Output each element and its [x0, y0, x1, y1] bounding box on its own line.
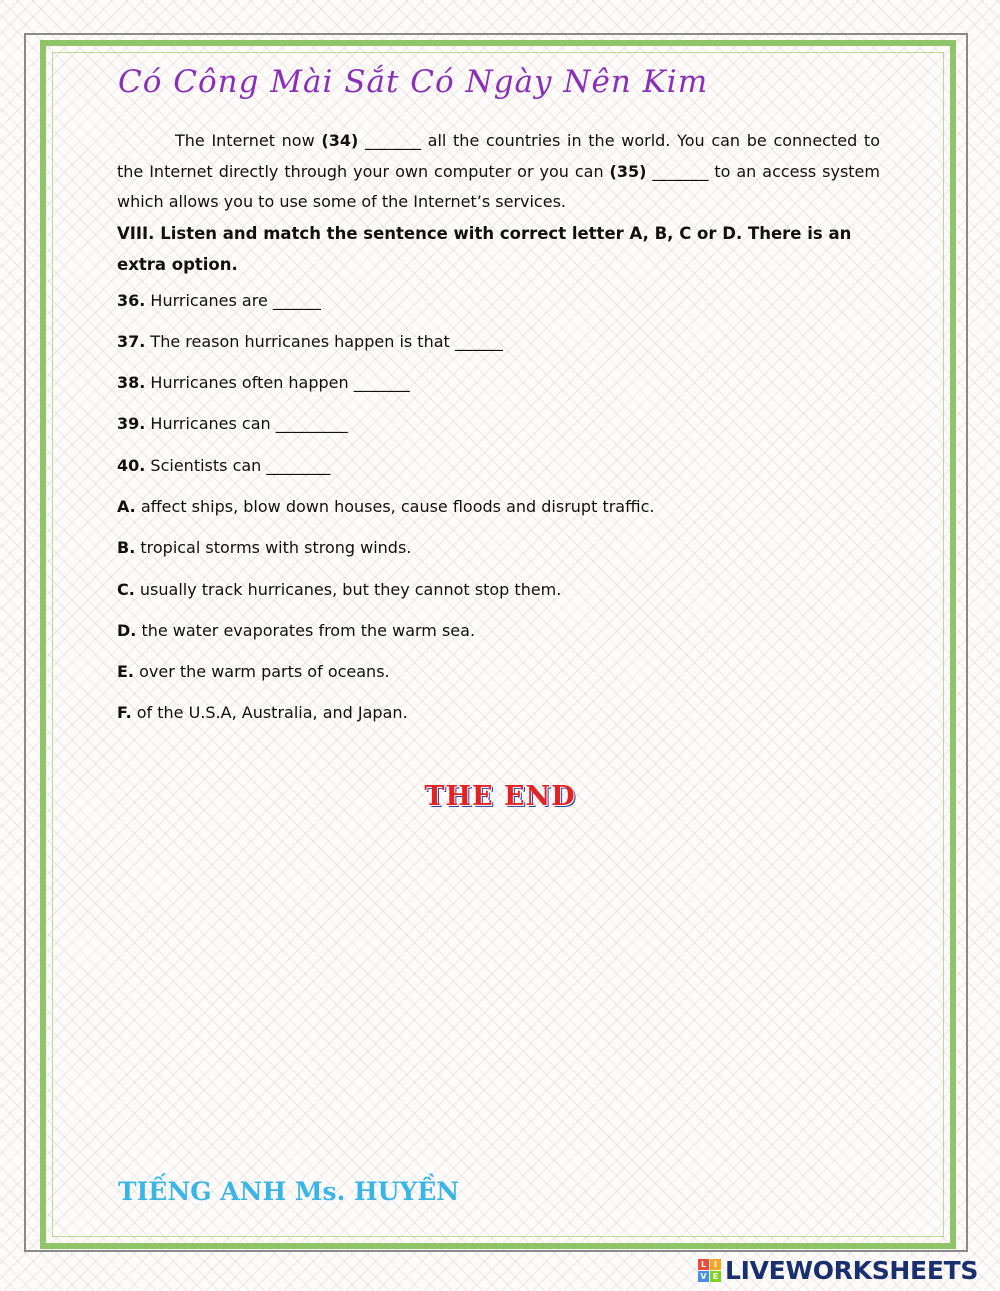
reading-passage — [117, 126, 880, 218]
question-text: Scientists can ________ — [145, 455, 331, 475]
logo-tile-e: E — [710, 1271, 721, 1282]
liveworksheets-brand[interactable] — [698, 1255, 978, 1285]
question-number: 36. — [117, 290, 146, 310]
option-list — [117, 486, 880, 734]
section-title: VIII. Listen and match the sentence with correct letter A, B, C or D. There is an extra option. — [117, 223, 852, 274]
question-text: Hurricanes are ______ — [145, 290, 321, 310]
question-40 — [117, 445, 880, 486]
option-a — [117, 486, 880, 527]
logo-tile-v: V — [698, 1271, 709, 1282]
option-f — [117, 692, 880, 733]
option-text: over the warm parts of oceans. — [134, 662, 390, 682]
option-text: the water evaporates from the warm sea. — [136, 620, 476, 640]
logo-tile-i: I — [710, 1259, 721, 1270]
option-letter: E. — [117, 662, 135, 682]
question-38 — [117, 362, 880, 403]
question-list — [117, 280, 880, 486]
question-text: The reason hurricanes happen is that ______ — [145, 331, 503, 351]
logo-tile-l: L — [698, 1259, 709, 1270]
brand-name: LIVEWORKSHEETS — [725, 1255, 979, 1285]
option-c — [117, 569, 880, 610]
motto-heading: Có Công Mài Sắt Có Ngày Nên Kim — [118, 64, 709, 100]
option-d — [117, 610, 880, 651]
the-end-title: THE END — [424, 781, 576, 812]
question-number: 37. — [117, 331, 146, 351]
question-text: Hurricanes can _________ — [145, 414, 348, 434]
question-37 — [117, 321, 880, 362]
option-text: tropical storms with strong winds. — [135, 538, 412, 558]
option-e — [117, 651, 880, 692]
option-letter: B. — [117, 538, 136, 558]
option-letter: A. — [117, 496, 136, 516]
passage-text-3: _______ to an access system which allows you to use some of the Internet’s services. — [117, 161, 880, 211]
question-text: Hurricanes often happen _______ — [145, 373, 410, 393]
blank-34-label: (34) — [321, 131, 359, 150]
question-36 — [117, 280, 880, 321]
liveworksheets-logo-icon — [698, 1259, 721, 1282]
option-text: affect ships, blow down houses, cause floods and disrupt traffic. — [135, 496, 655, 516]
question-number: 39. — [117, 414, 146, 434]
question-number: 38. — [117, 373, 146, 393]
worksheet-content — [117, 126, 880, 734]
option-letter: F. — [117, 703, 132, 723]
passage-text-2: _______ all the countries in the world. You can be connected to the Internet directly through your own computer or you can — [117, 131, 880, 181]
option-b — [117, 527, 880, 568]
teacher-signature: TIẾNG ANH Ms. HUYỀN — [118, 1177, 460, 1206]
question-39 — [117, 403, 880, 444]
question-number: 40. — [117, 455, 146, 475]
passage-text-1: The Internet now — [175, 131, 322, 150]
option-letter: C. — [117, 579, 135, 599]
option-letter: D. — [117, 620, 137, 640]
option-text: of the U.S.A, Australia, and Japan. — [131, 703, 408, 723]
option-text: usually track hurricanes, but they cannot stop them. — [134, 579, 562, 599]
blank-35-label: (35) — [609, 161, 647, 181]
